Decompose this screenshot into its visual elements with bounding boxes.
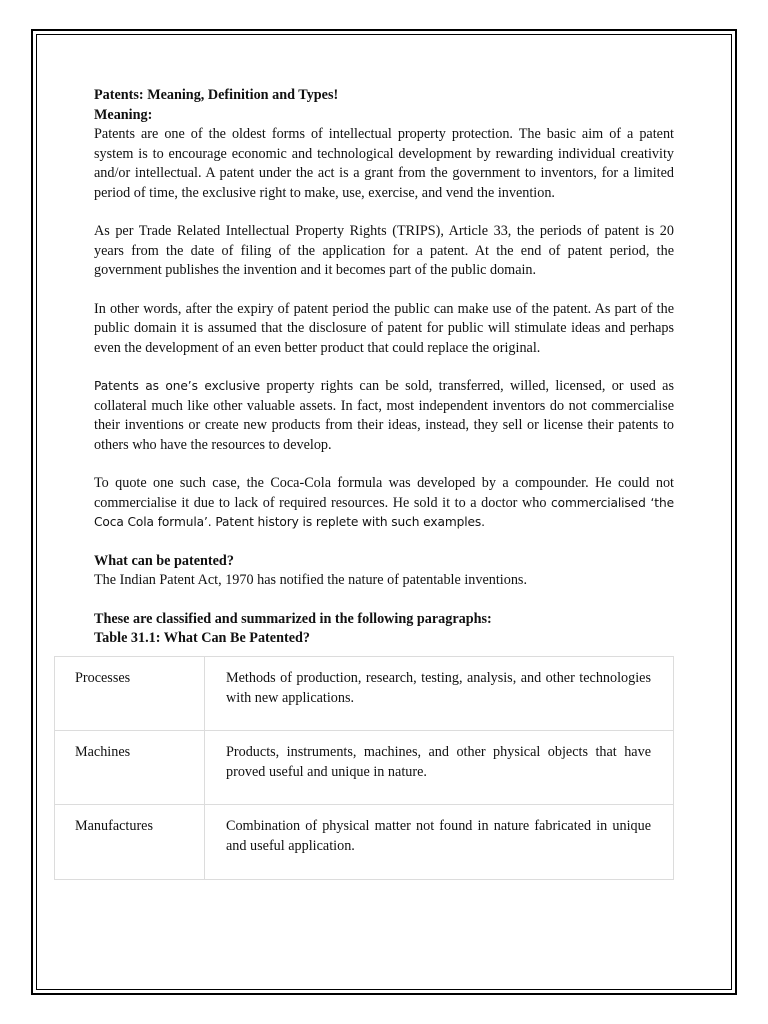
table-row: [55, 805, 673, 879]
table-term: Manufactures: [55, 805, 205, 879]
document-title: Patents: Meaning, Definition and Types!: [94, 87, 339, 103]
table-term: Machines: [55, 731, 205, 804]
table-description: Products, instruments, machines, and other physical objects that have proved useful and unique in nature.: [226, 744, 651, 780]
table-term: Processes: [55, 657, 205, 730]
table-description: Methods of production, research, testing, analysis, and other technologies with new applications.: [226, 670, 651, 706]
table-description: Combination of physical matter not found in nature fabricated in unique and useful application.: [226, 818, 651, 854]
what-text: The Indian Patent Act, 1970 has notified the nature of patentable inventions.: [94, 572, 527, 588]
paragraph-coca-cola-main: To quote one such case, the Coca-Cola formula was developed by a compounder. He could not commercialise it due to lack of required resources. He sold it to a doctor who: [94, 475, 674, 511]
paragraph-coca-cola: [94, 474, 674, 533]
paragraph-coca-cola-tail: commercialised ‘the Coca Cola formula’. Patent history is replete with such examples.: [94, 495, 675, 529]
paragraph-property-rights-rest: property rights can be sold, transferred, willed, licensed, or used as collateral much like other valuable assets. In fact, most independent inventors do not commercialise their inventions or create new products from their ideas, instead, they sell or license their patents to others who have the resources to develop.: [94, 378, 675, 453]
table-row: [55, 731, 673, 805]
paragraph-meaning: Patents are one of the oldest forms of intellectual property protection. The basic aim of a patent system is to encourage economic and technological development by rewarding individual creativity and/or intellectual. A patent under the act is a grant from the government to inventors, for a limited period of time, the exclusive right to make, use, exercise, and vend the invention.: [94, 126, 674, 201]
what-heading: What can be patented?: [94, 552, 234, 569]
meaning-heading: Meaning:: [94, 106, 153, 123]
table-caption: Table 31.1: What Can Be Patented?: [94, 630, 310, 646]
table-row: [55, 657, 673, 731]
paragraph-public-domain: In other words, after the expiry of patent period the public can make use of the patent. As part of the public domain it is assumed that the disclosure of patent for public will stimulate ideas and perhaps even the development of an even better product that could replace the original.: [94, 300, 674, 356]
paragraph-property-rights: [94, 377, 674, 455]
paragraph-trips: As per Trade Related Intellectual Property Rights (TRIPS), Article 33, the periods of patent is 20 years from the date of filing of the application for a patent. At the end of patent period, the government publishes the invention and it becomes part of the public domain.: [94, 223, 674, 278]
document-body: [94, 86, 674, 649]
patentable-table: [54, 656, 674, 880]
paragraph-property-rights-lead: Patents as one’s exclusive: [94, 379, 261, 393]
classified-heading: These are classified and summarized in the following paragraphs:: [94, 610, 492, 627]
